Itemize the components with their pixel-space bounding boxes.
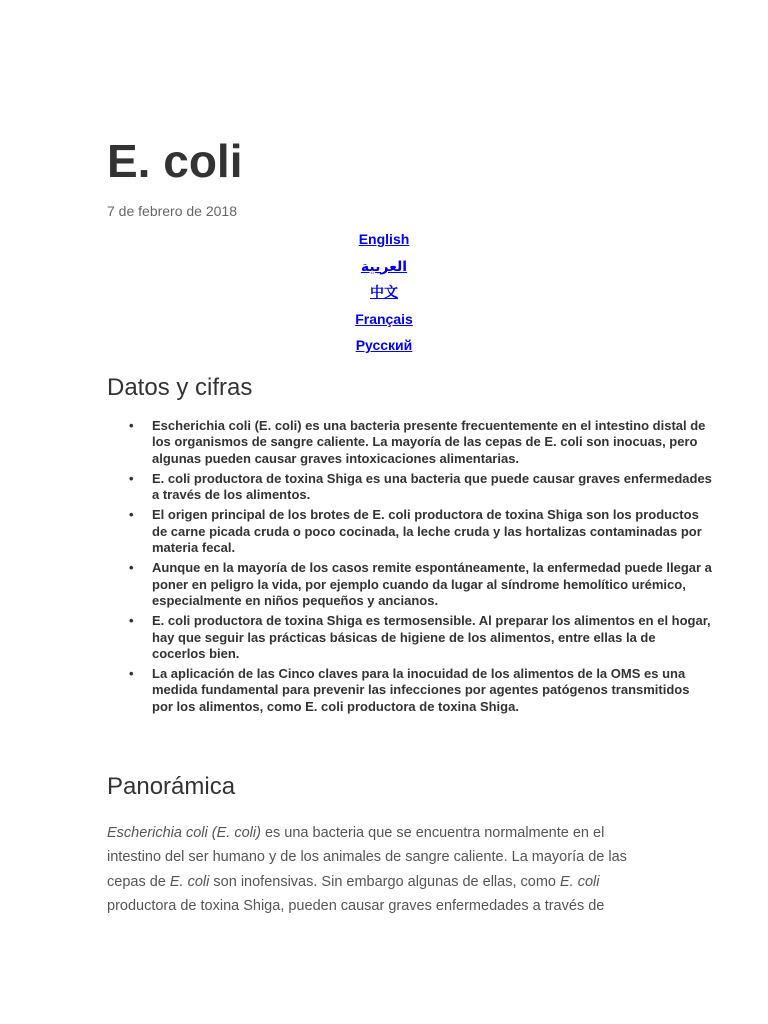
publication-date: 7 de febrero de 2018 (107, 203, 237, 219)
language-link-french[interactable]: Français (355, 310, 413, 327)
facts-list (107, 418, 712, 719)
language-link-english[interactable]: English (358, 231, 410, 247)
page-title: E. coli (107, 135, 243, 187)
list-item: • E. coli productora de toxina Shiga es termosensible. Al preparar los alimentos en el hogar, hay que seguir las prácticas básicas de higiene de los alimentos, entre ellas la de cocerlos bien. (152, 613, 712, 662)
list-item: • Escherichia coli (E. coli) es una bacteria presente frecuentemente en el intestino distal de los organismos de sangre caliente. La mayoría de las cepas de E. coli son inocuas, pero algunas pueden causar graves intoxicaciones alimentarias. (152, 418, 712, 467)
list-item: • El origen principal de los brotes de E. coli productora de toxina Shiga son los productos de carne picada cruda o poco cocinada, la leche cruda y las hortalizas contaminadas por materia fecal. (152, 507, 712, 556)
language-links (107, 229, 661, 362)
overview-text: Escherichia coli (E. coli) (107, 825, 261, 841)
overview-heading: Panorámica (107, 773, 236, 800)
overview-text: productora de toxina Shiga, pueden causar graves enfermedades a través de (107, 897, 605, 914)
list-item: • E. coli productora de toxina Shiga es una bacteria que puede causar graves enfermedades a través de los alimentos. (152, 471, 712, 504)
overview-text: E. coli (169, 873, 210, 890)
language-link-chinese[interactable]: 中文 (370, 284, 398, 300)
overview-text: es una bacteria que se encuentra normalmente en el intestino del ser humano y de los animales de sangre caliente. La mayoría de las cepas de (107, 825, 627, 890)
list-item: • Aunque en la mayoría de los casos remite espontáneamente, la enfermedad puede llegar a poner en peligro la vida, por ejemplo cuando da lugar al síndrome hemolítico urémico, especialmente en niños pequeños y ancianos. (152, 560, 712, 609)
overview-text: E. coli (560, 873, 600, 890)
language-link-arabic[interactable]: العربية (360, 257, 408, 274)
overview-text: son inofensivas. Sin embargo algunas de ellas, como (209, 873, 561, 890)
language-link-russian[interactable]: Русский (355, 337, 413, 353)
list-item: • La aplicación de las Cinco claves para la inocuidad de los alimentos de la OMS es una medida fundamental para prevenir las infecciones por agentes patógenos transmitidos por los alimentos, como E. coli productora de toxina Shiga. (152, 666, 712, 715)
overview-paragraph (107, 821, 655, 918)
facts-heading: Datos y cifras (107, 374, 253, 401)
